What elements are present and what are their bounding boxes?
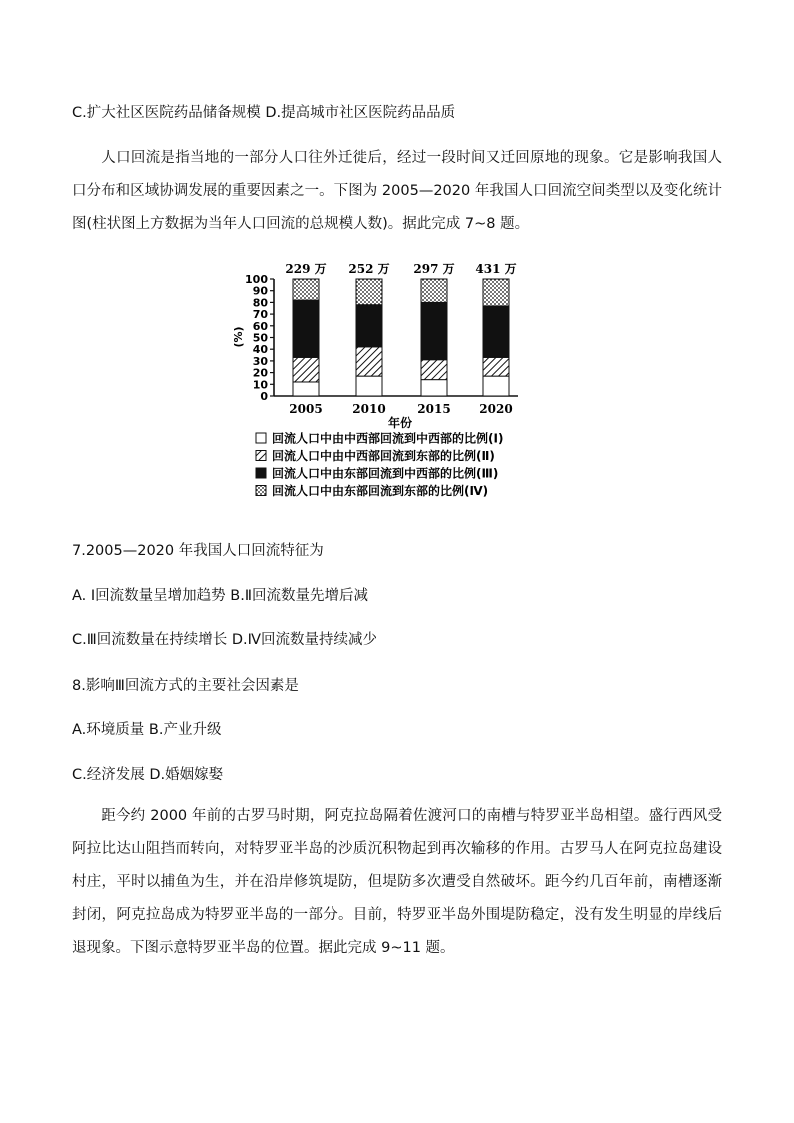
q8-stem: 8.影响Ⅲ回流方式的主要社会因素是 [72,678,299,694]
legend-label: 回流人口中由中西部回流到东部的比例(Ⅱ) [272,449,495,463]
y-tick-label: 90 [252,284,268,298]
bar-segment [421,279,447,302]
population-return-chart [228,257,568,507]
bar-segment [293,357,319,382]
y-tick-label: 100 [245,273,268,286]
legend-label: 回流人口中由东部回流到东部的比例(Ⅳ) [272,484,489,498]
x-tick-label: 2020 [479,402,513,416]
legend-swatch [256,486,266,496]
bar-segment [483,376,509,396]
y-tick-label: 30 [252,354,268,368]
x-tick-label: 2005 [289,402,323,416]
y-tick-label: 50 [252,331,268,345]
bar-segment [421,302,447,359]
bar-total-label: 297 万 [413,262,455,276]
q8-options-cd: C.经济发展 D.婚姻嫁娶 [72,767,224,783]
bar-segment [421,380,447,396]
bar-segment [356,376,382,396]
legend-label: 回流人口中由东部回流到中西部的比例(Ⅲ) [272,466,499,481]
y-tick-label: 80 [252,296,268,310]
q7-options-ab: A. Ⅰ回流数量呈增加趋势 B.Ⅱ回流数量先增后减 [72,588,368,604]
intro-paragraph [72,142,722,241]
bar-segment [293,300,319,357]
chart-bars [293,279,509,396]
y-tick-label: 70 [252,308,268,322]
x-tick-label: 2015 [417,402,451,416]
x-tick-label: 2010 [352,402,386,416]
bar-segment [356,279,382,305]
bar-total-label: 431 万 [475,262,517,276]
y-axis-label: (%) [232,326,245,348]
bar-segment [293,382,319,396]
bar-segment [421,360,447,380]
bar-segment [356,347,382,376]
bar-segment [293,279,319,300]
passage-paragraph-text: 距今约 2000 年前的古罗马时期，阿克拉岛隔着佐渡河口的南槽与特罗亚半岛相望。盛行西风受阿拉比达山阻挡而转向，对特罗亚半岛的沙质沉积物起到再次输移的作用。古罗马人在阿克拉岛建设村庄，平时以捕鱼为生，并在沿岸修筑堤防，但堤防多次遭受自然破坏。距今约几百年前，南槽逐渐封闭，阿克拉岛成为特罗亚半岛的一部分。目前，特罗亚半岛外围堤防稳定，没有发生明显的岸线后退现象。下图示意特罗亚半岛的位置。据此完成 9~11 题。 [72,808,722,956]
bar-segment [483,357,509,376]
bar-total-label: 252 万 [348,262,390,276]
legend-swatch [256,433,266,443]
legend-label: 回流人口中由中西部回流到中西部的比例(Ⅰ) [272,431,504,446]
passage-paragraph [72,800,722,965]
y-tick-label: 0 [260,390,268,403]
bar-total-label: 229 万 [285,262,327,276]
q8-options-ab: A.环境质量 B.产业升级 [72,722,222,738]
chart-legend [256,431,503,499]
y-tick-label: 60 [252,319,268,333]
y-tick-label: 20 [252,366,268,380]
bar-segment [483,279,509,306]
legend-swatch [256,451,266,461]
x-axis-label: 年份 [387,416,413,430]
bar-segment [483,306,509,357]
y-tick-label: 10 [252,378,268,392]
y-tick-label: 40 [252,343,268,357]
bar-segment [356,305,382,347]
q7-stem: 7.2005—2020 年我国人口回流特征为 [72,543,324,559]
q7-options-cd: C.Ⅲ回流数量在持续增长 D.Ⅳ回流数量持续减少 [72,632,377,648]
q6-options-cd: C.扩大社区医院药品储备规模 D.提高城市社区医院药品品质 [72,105,456,121]
intro-paragraph-text: 人口回流是指当地的一部分人口往外迁徙后，经过一段时间又迁回原地的现象。它是影响我国人口分布和区域协调发展的重要因素之一。下图为 2005—2020 年我国人口回流空间类型以及变化统计图(柱状图上方数据为当年人口回流的总规模人数)。据此完成 7~8 题。 [72,150,722,232]
chart-labels [285,262,516,430]
legend-swatch [256,468,266,478]
